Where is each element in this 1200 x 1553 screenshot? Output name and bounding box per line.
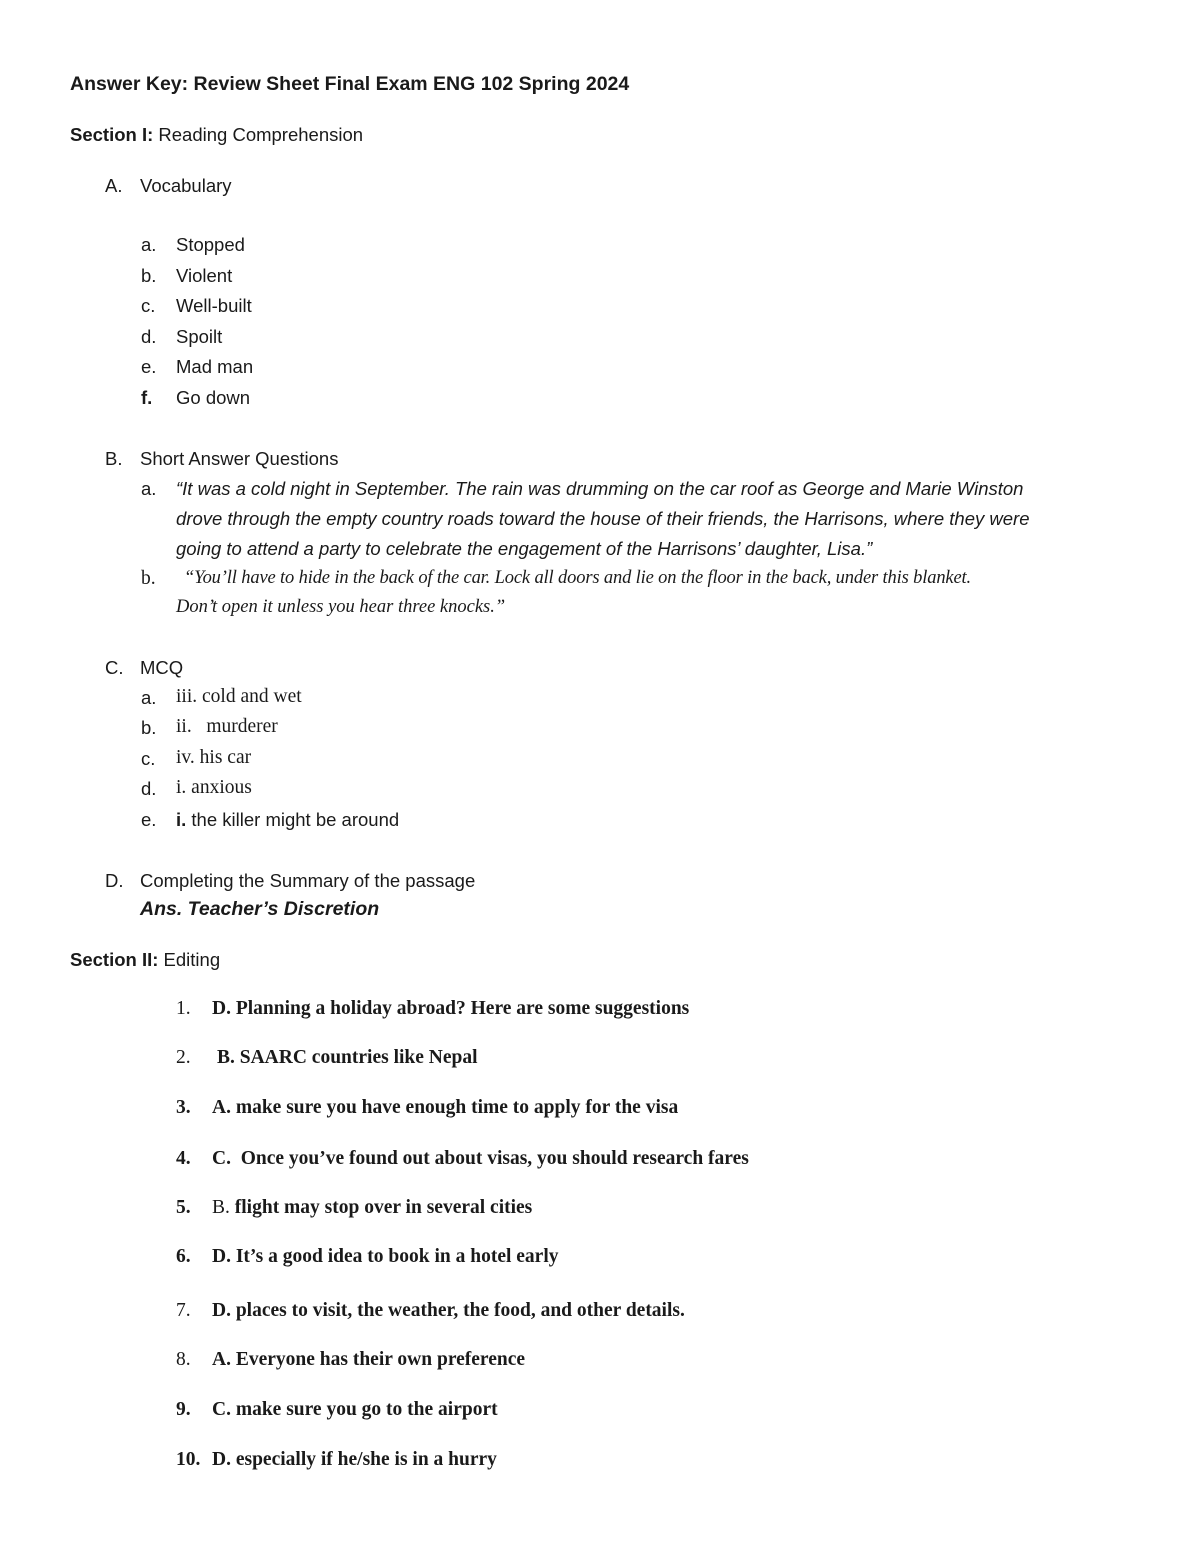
part-a-label: Vocabulary xyxy=(140,175,232,196)
vocab-item: Violent xyxy=(176,265,233,286)
section-2-prefix: Section II: xyxy=(70,949,164,970)
part-c-label: MCQ xyxy=(140,657,184,678)
vocab-item: Stopped xyxy=(176,234,245,255)
editing-answer: C. make sure you go to the airport xyxy=(212,1399,498,1420)
editing-number: 5. xyxy=(176,1197,191,1218)
mcq-marker: d. xyxy=(141,778,157,799)
section-1-prefix: Section I: xyxy=(70,124,159,145)
editing-answer: D. It’s a good idea to book in a hotel early xyxy=(212,1246,559,1267)
part-b-label: Short Answer Questions xyxy=(140,448,339,469)
section-2-title: Editing xyxy=(163,949,221,970)
section-2-heading xyxy=(70,949,220,971)
vocab-marker: d. xyxy=(141,326,157,347)
editing-number: 2. xyxy=(176,1047,191,1068)
vocab-marker: e. xyxy=(141,356,157,377)
editing-answer: B. SAARC countries like Nepal xyxy=(217,1047,478,1068)
section-1-title: Reading Comprehension xyxy=(158,124,364,145)
editing-number: 10. xyxy=(176,1449,201,1470)
editing-number: 4. xyxy=(176,1148,191,1169)
vocab-item: Go down xyxy=(176,387,251,408)
part-a-marker: A. xyxy=(105,175,123,196)
mcq-answer: iv. his car xyxy=(176,747,252,768)
mcq-answer: ii. murderer xyxy=(176,716,278,737)
vocab-item: Mad man xyxy=(176,356,254,377)
editing-number: 1. xyxy=(176,998,191,1019)
short-answer-line: drove through the empty country roads toward the house of their friends, the Harrisons, where they were xyxy=(176,508,1030,529)
vocab-marker: c. xyxy=(141,295,156,316)
section-1-heading xyxy=(70,124,363,146)
short-answer-line: “It was a cold night in September. The rain was drumming on the car roof as George and Marie Winston xyxy=(176,478,1024,499)
editing-answer: A. make sure you have enough time to apply for the visa xyxy=(212,1097,679,1118)
short-answer-line: Don’t open it unless you hear three knocks.” xyxy=(176,597,506,617)
vocab-item: Spoilt xyxy=(176,326,223,347)
editing-answer: D. especially if he/she is in a hurry xyxy=(212,1449,497,1470)
part-d-label: Completing the Summary of the passage xyxy=(140,870,476,891)
vocab-item: Well-built xyxy=(176,295,252,316)
mcq-answer-text: the killer might be around xyxy=(186,809,400,830)
mcq-marker: b. xyxy=(141,717,157,738)
editing-number: 6. xyxy=(176,1246,191,1267)
editing-number: 8. xyxy=(176,1349,191,1370)
part-c-marker: C. xyxy=(105,657,124,678)
editing-number: 9. xyxy=(176,1399,191,1420)
mcq-answer: iii. cold and wet xyxy=(176,686,302,707)
short-answer-line: “You’ll have to hide in the back of the car. Lock all doors and lie on the floor in the back, under this blanket. xyxy=(184,568,972,588)
part-b-marker: B. xyxy=(105,448,123,469)
short-answer-marker: a. xyxy=(141,478,157,499)
mcq-answer-prefix: i. xyxy=(176,809,187,830)
vocab-marker: f. xyxy=(141,387,153,408)
mcq-marker: c. xyxy=(141,748,156,769)
part-d-marker: D. xyxy=(105,870,124,891)
vocab-marker: b. xyxy=(141,265,157,286)
short-answer-line: going to attend a party to celebrate the engagement of the Harrisons’ daughter, Lisa.” xyxy=(176,538,873,559)
summary-answer: Ans. Teacher’s Discretion xyxy=(140,898,380,920)
editing-answer: A. Everyone has their own preference xyxy=(212,1349,526,1370)
editing-answer xyxy=(212,1197,532,1219)
mcq-marker: a. xyxy=(141,687,157,708)
mcq-marker: e. xyxy=(141,809,157,830)
editing-answer-letter: B. xyxy=(212,1197,230,1218)
editing-answer: D. places to visit, the weather, the food, and other details. xyxy=(212,1300,685,1321)
page-title: Answer Key: Review Sheet Final Exam ENG 102 Spring 2024 xyxy=(70,73,630,95)
editing-answer-text: flight may stop over in several cities xyxy=(229,1197,533,1218)
editing-number: 3. xyxy=(176,1097,191,1118)
vocab-marker: a. xyxy=(141,234,157,255)
mcq-answer xyxy=(176,809,399,831)
mcq-answer: i. anxious xyxy=(176,777,252,798)
short-answer-marker: b. xyxy=(141,568,156,589)
editing-answer: C. Once you’ve found out about visas, you should research fares xyxy=(212,1148,749,1169)
editing-answer: D. Planning a holiday abroad? Here are some suggestions xyxy=(212,998,690,1019)
editing-number: 7. xyxy=(176,1300,191,1321)
